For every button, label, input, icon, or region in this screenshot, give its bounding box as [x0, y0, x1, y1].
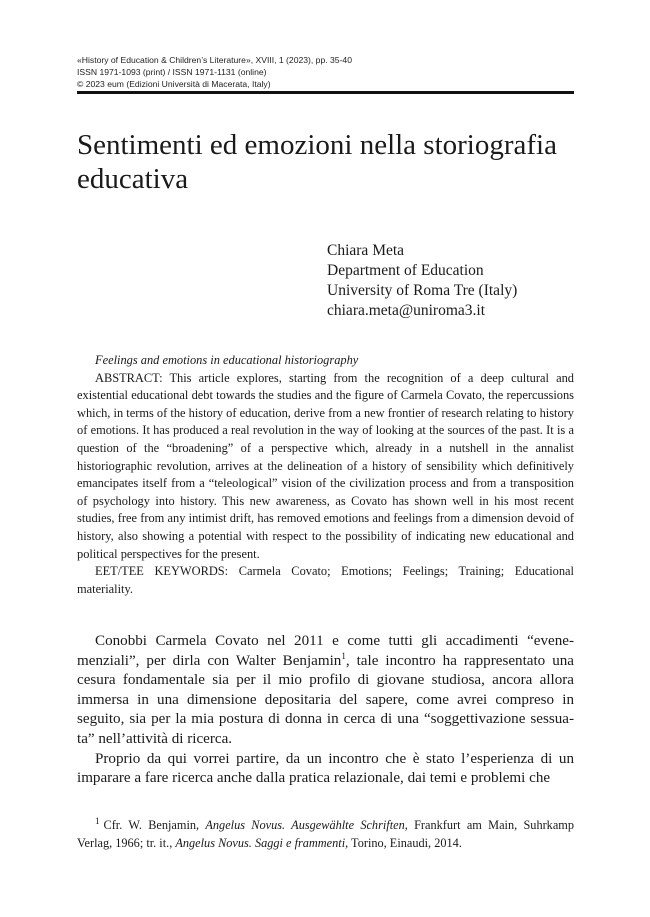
paragraph-1-text-b: , tale incontro ha rappresentato una cesura fondamentale sia per il mio profilo di giovane studiosa, ancora allora immersa in una dimensione depositaria del sapere, come avrei compreso in seguito, sia per la mia postura di donna in cerca di una “soggettivazione sessua-ta” nell’attività di ricerca.	[77, 652, 574, 747]
abstract-keywords: EET/TEE KEYWORDS: Carmela Covato; Emotions; Feelings; Training; Educational materiality.	[77, 564, 574, 596]
abstract-english-title: Feelings and emotions in educational historiography	[95, 353, 359, 367]
title-line-2: educativa	[77, 163, 189, 195]
body-paragraph-2: Proprio da qui vorrei partire, da un incontro che è stato l’esperienza di un imparare a fare ricerca anche dalla pratica relazionale, dai temi e problemi che	[77, 750, 574, 787]
journal-citation: «History of Education & Children’s Literature», XVIII, 1 (2023), pp. 35-40	[77, 55, 352, 65]
abstract-section	[77, 352, 574, 598]
footnote-text-b: , Frankfurt am Main, Suhrkamp Verlag, 1966; tr. it.,	[77, 818, 575, 850]
author-university: University of Roma Tre (Italy)	[327, 282, 518, 299]
title-line-1: Sentimenti ed emozioni nella storiografia	[77, 129, 557, 161]
article-title	[77, 128, 587, 196]
paragraph-1-text-a: Conobbi Carmela Covato nel 2011 e come tutti gli accadimenti “evene-menziali”, per dirla con Walter Benjamin	[77, 633, 574, 669]
header-rule	[77, 91, 574, 94]
footnote-text-c: , Torino, Einaudi, 2014.	[345, 835, 462, 850]
author-department: Department of Education	[327, 262, 484, 279]
footnote-text-a: Cfr. W. Benjamin,	[103, 818, 206, 832]
footnote-title-2: Angelus Novus. Saggi e frammenti	[175, 835, 346, 850]
footnote-title-1: Angelus Novus. Ausgewählte Schriften	[205, 818, 405, 832]
body-paragraph-1	[77, 632, 574, 750]
author-email[interactable]: chiara.meta@uniroma3.it	[327, 302, 486, 319]
footnote-1	[77, 817, 574, 852]
abstract-text: ABSTRACT: This article explores, starting from the recognition of a deep cultural and existential educational debt towards the studies and the figure of Carmela Covato, the repercussions which, in terms of the history of education, derive from a new frontier of research relating to history of emotions. It has produced a real revolution in the way of looking at the sources of the past. It is a question of the “broadening” of a perspective which, already in a nutshell in the annalist historiographic revolution, arrives at the delineation of a history of sensibility which definitively emancipates itself from a “teleological” vision of the civilization process and from a transposition of psychology into history. This new awareness, as Covato has shown well in his most recent studies, free from any intimist drift, has removed emotions and feelings from a dimension devoid of history, also showing a potential with respect to the possibility of indicating new educational and political perspectives for the present.	[77, 370, 574, 561]
issn-line: ISSN 1971-1093 (print) / ISSN 1971-1131 (online)	[77, 67, 267, 77]
author-name: Chiara Meta	[327, 242, 405, 259]
footnote-mark: 1	[95, 815, 100, 826]
article-body	[77, 632, 574, 789]
copyright-line: © 2023 eum (Edizioni Università di Macerata, Italy)	[77, 79, 271, 89]
author-block	[327, 241, 587, 321]
journal-header	[77, 54, 577, 90]
footnote-ref-1[interactable]: 1	[341, 650, 346, 661]
